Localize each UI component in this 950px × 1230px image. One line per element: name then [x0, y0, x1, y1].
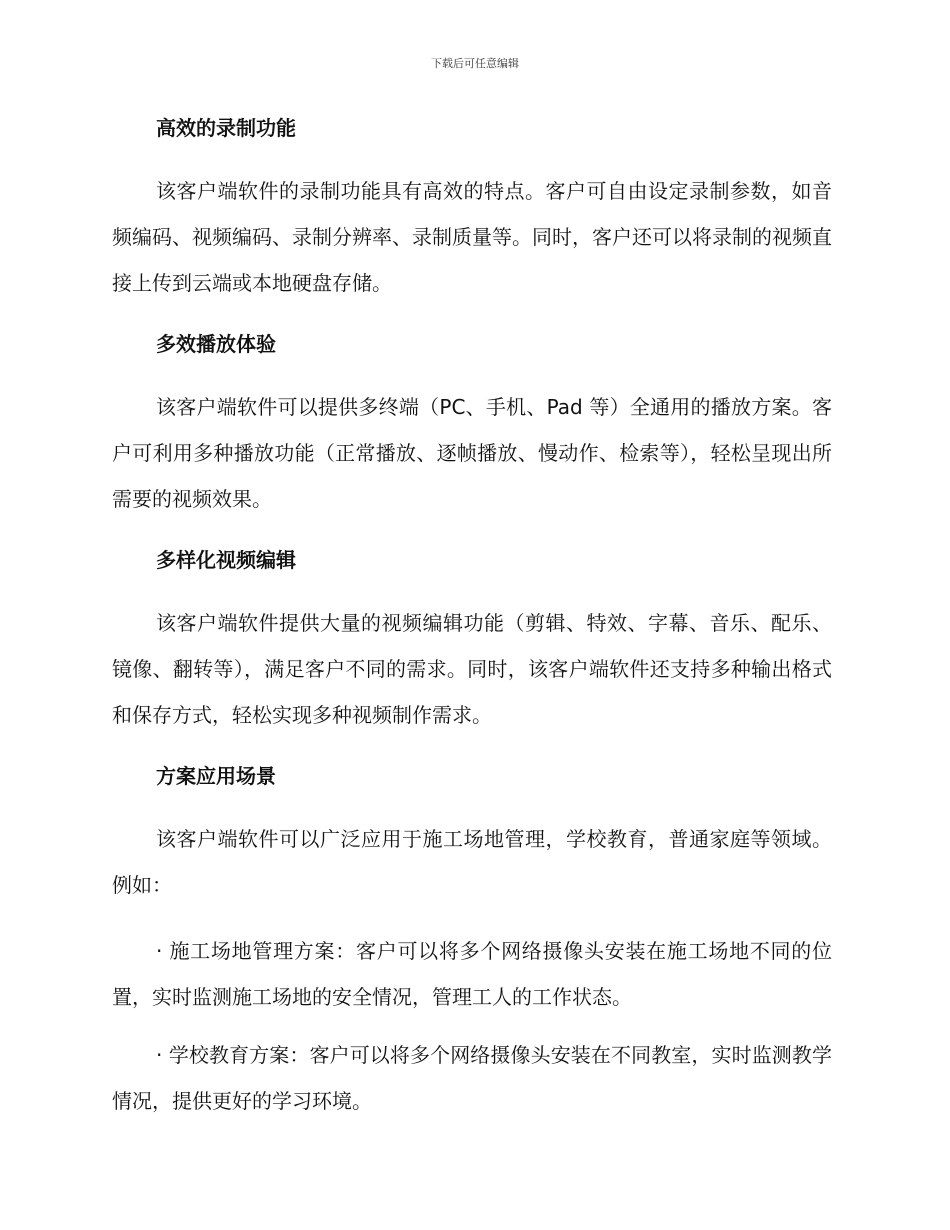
list-item-school: · 学校教育方案：客户可以将多个网络摄像头安装在不同教室，实时监测教学情况，提供更好的学习环境。: [112, 1043, 832, 1113]
list-item-construction: · 施工场地管理方案：客户可以将多个网络摄像头安装在施工场地不同的位置，实时监测施工场地的安全情况，管理工人的工作状态。: [112, 939, 832, 1009]
section-paragraph-scenarios: 该客户端软件可以广泛应用于施工场地管理，学校教育，普通家庭等领域。例如：: [112, 827, 832, 897]
page-header: 下载后可任意编辑: [431, 57, 519, 70]
section-paragraph-editing: 该客户端软件提供大量的视频编辑功能（剪辑、特效、字幕、音乐、配乐、镜像、翻转等），满足客户不同的需求。同时，该客户端软件还支持多种输出格式和保存方式，轻松实现多种视频制作需求。: [112, 611, 832, 727]
section-heading-recording: 高效的录制功能: [156, 116, 296, 140]
section-heading-playback: 多效播放体验: [156, 332, 276, 356]
document-body: [112, 110, 832, 1136]
section-heading-editing: 多样化视频编辑: [156, 548, 296, 572]
section-heading-scenarios: 方案应用场景: [156, 764, 276, 788]
section-paragraph-recording: 该客户端软件的录制功能具有高效的特点。客户可自由设定录制参数，如音频编码、视频编码、录制分辨率、录制质量等。同时，客户还可以将录制的视频直接上传到云端或本地硬盘存储。: [112, 179, 832, 295]
section-paragraph-playback: 该客户端软件可以提供多终端（PC、手机、Pad 等）全通用的播放方案。客户可利用多种播放功能（正常播放、逐帧播放、慢动作、检索等），轻松呈现出所需要的视频效果。: [112, 395, 832, 511]
